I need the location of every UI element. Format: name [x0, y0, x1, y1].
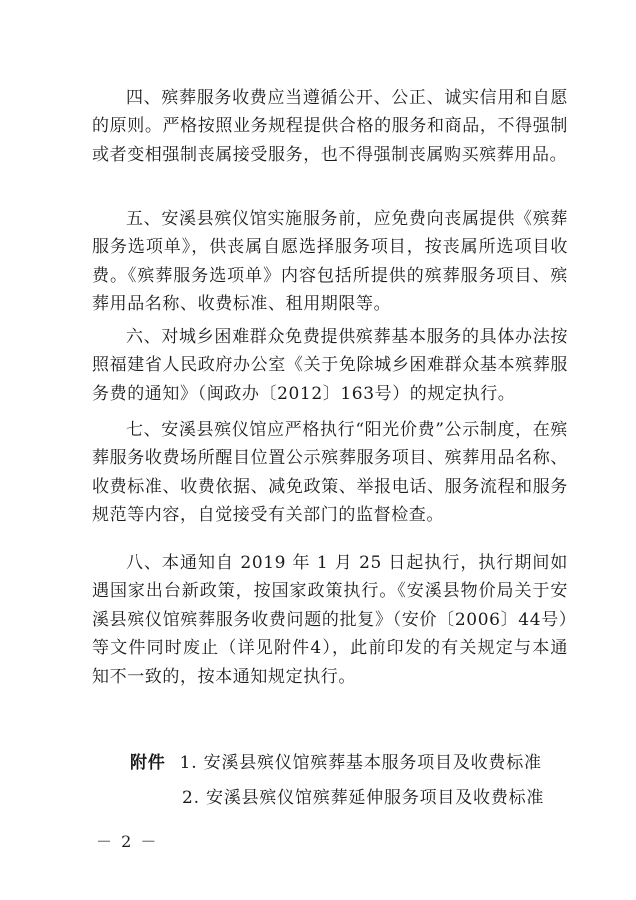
attachment-line-2: [182, 784, 544, 812]
attachment-line-1: [130, 749, 542, 777]
paragraph-5: 五、安溪县殡仪馆实施服务前，应免费向丧属提供《殡葬服务选项单》，供丧属自愿选择服务项目，按丧属所选项目收费。《殡葬服务选项单》内容包括所提供的殡葬服务项目、殡葬用品名称、收费标准、租用期限等。: [92, 209, 568, 315]
attachment-item-1: 1. 安溪县殡仪馆殡葬基本服务项目及收费标准: [179, 753, 542, 773]
paragraph-4: 四、殡葬服务收费应当遵循公开、公正、诚实信用和自愿的原则。严格按照业务规程提供合格的服务和商品，不得强制或者变相强制丧属接受服务，也不得强制丧属购买殡葬用品。: [92, 88, 568, 165]
paragraph-6: 六、对城乡困难群众免费提供殡葬基本服务的具体办法按照福建省人民政府办公室《关于免除城乡困难群众基本殡葬服务费的通知》（闽政办〔2012〕163号）的规定执行。: [92, 327, 568, 404]
page-number: － 2 －: [96, 832, 159, 851]
paragraph-7: 七、安溪县殡仪馆应严格执行“阳光价费”公示制度，在殡葬服务收费场所醒目位置公示殡葬服务项目、殡葬用品名称、收费标准、收费依据、减免政策、举报电话、服务流程和服务规范等内容，自觉接受有关部门的监督检查。: [92, 420, 568, 526]
attachment-label: 附件: [130, 753, 166, 773]
paragraph-8: 八、本通知自 2019 年 1 月 25 日起执行，执行期间如遇国家出台新政策，按国家政策执行。《安溪县物价局关于安溪县殡仪馆殡葬服务收费问题的批复》（安价〔2006〕44号）等文件同时废止（详见附件4），此前印发的有关规定与本通知不一致的，按本通知规定执行。: [92, 553, 568, 687]
attachment-item-2: 2. 安溪县殡仪馆殡葬延伸服务项目及收费标准: [182, 788, 545, 808]
